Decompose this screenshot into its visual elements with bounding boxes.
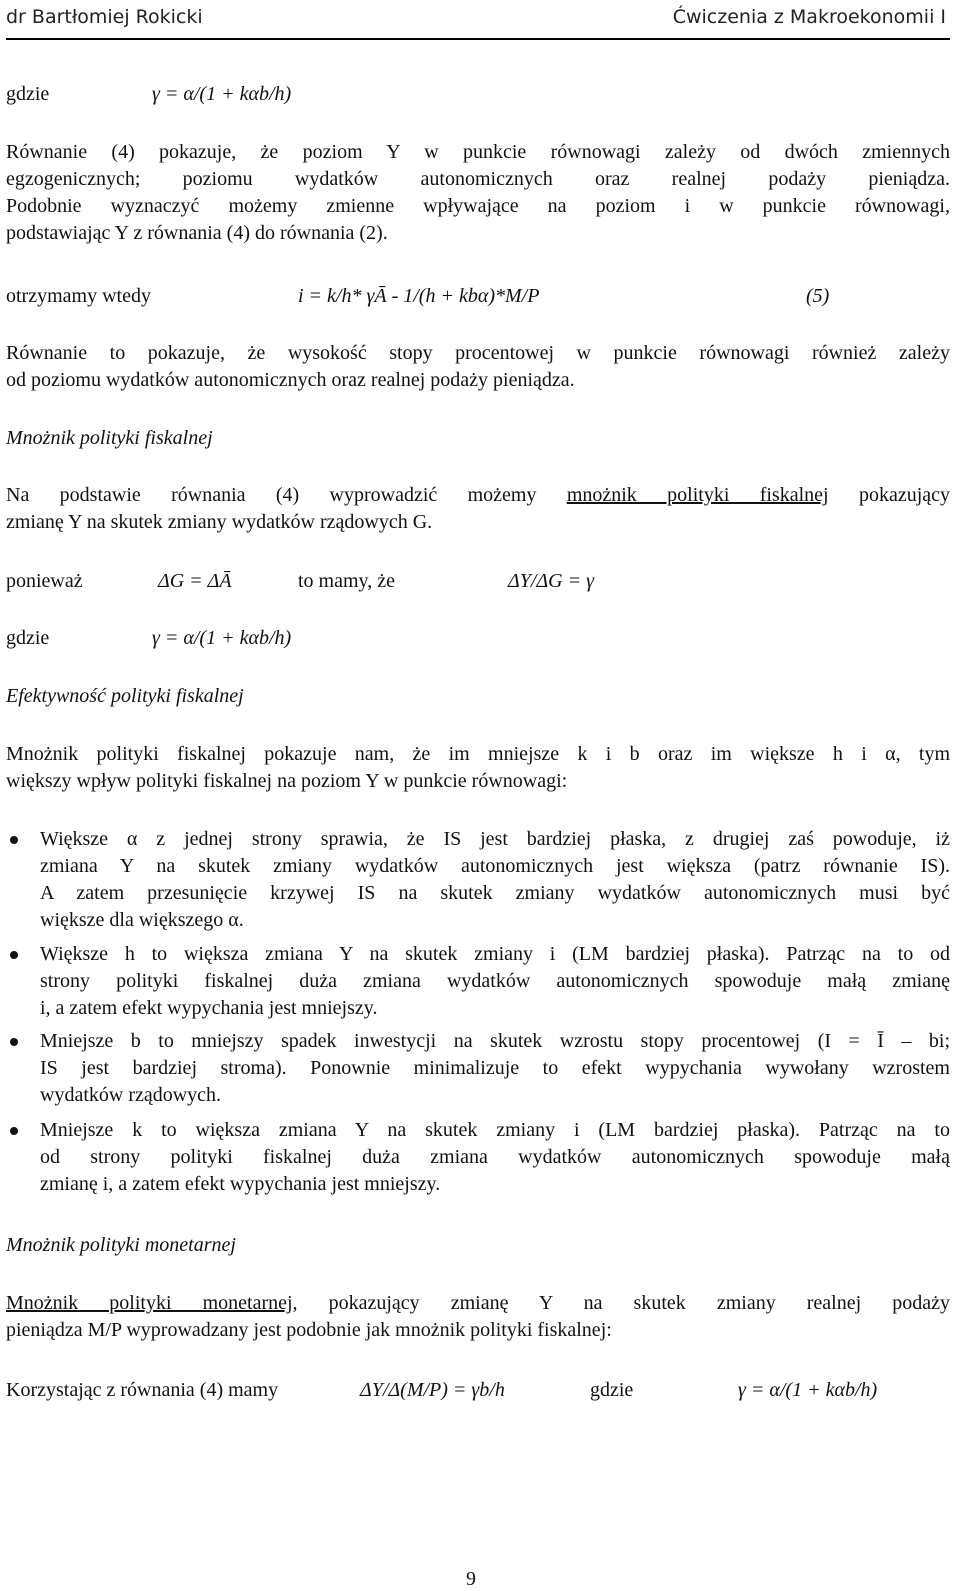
page-header <box>6 4 950 40</box>
text-line: większy wpływ polityki fiskalnej na poziom Y w punkcie równowagi: <box>6 770 568 792</box>
text-line: Większe h to większa zmiana Y na skutek zmiany i (LM bardziej płaska). Patrząc na to od <box>40 943 950 965</box>
text-line: Większe α z jednej strony sprawia, że IS jest bardziej płaska, z drugiej zaś powoduje, iż <box>40 828 950 850</box>
equation-5: i = k/h* γĀ - 1/(h + kbα)*M/P <box>298 285 540 307</box>
text-line: Mniejsze k to większa zmiana Y na skutek zmiany i (LM bardziej płaska). Patrząc na to <box>40 1119 950 1141</box>
equation-label: ponieważ <box>6 570 83 592</box>
text-line: wydatków rządowych. <box>40 1084 222 1106</box>
paragraph-effectiveness <box>6 741 950 795</box>
equation-monetary: ΔY/Δ(M/P) = γb/h <box>360 1379 505 1401</box>
equation-delta-g: ΔG = ΔĀ <box>158 570 232 592</box>
paragraph-equation-4 <box>6 139 950 247</box>
equation-connector: gdzie <box>590 1379 634 1401</box>
text-line: zmianę Y na skutek zmiany wydatków rządowych G. <box>6 511 433 533</box>
bullet-icon <box>10 1127 18 1135</box>
header-course-title: Ćwiczenia z Makroekonomii I <box>672 6 946 28</box>
bullet-icon <box>10 951 18 959</box>
section-heading-fiscal-effectiveness: Efektywność polityki fiskalnej <box>6 685 244 707</box>
page-number: 9 <box>466 1568 476 1590</box>
equation-label: Korzystając z równania (4) mamy <box>6 1379 279 1401</box>
equation-label: gdzie <box>6 83 50 105</box>
text-line: zmiana Y na skutek zmiany wydatków autonomicznych jest większa (patrz równanie IS). <box>40 855 950 877</box>
equation-connector: to mamy, że <box>298 570 396 592</box>
text-run: Na podstawie równania (4) wyprowadzić możemy <box>6 484 537 506</box>
equation-delta-y: ΔY/ΔG = γ <box>508 570 594 592</box>
section-heading-monetary-multiplier: Mnożnik polityki monetarnej <box>6 1234 236 1256</box>
text-line: pieniądza M/P wyprowadzany jest podobnie jak mnożnik polityki fiskalnej: <box>6 1319 612 1341</box>
text-line: od strony polityki fiskalnej duża zmiana wydatków autonomicznych spowoduje małą <box>40 1146 950 1168</box>
text-run: , pokazujący zmianę Y na skutek zmiany realnej podaży <box>292 1292 950 1314</box>
text-line: Mnożnik polityki fiskalnej pokazuje nam, że im mniejsze k i b oraz im większe h i α, tym <box>6 743 950 765</box>
equation-label: gdzie <box>6 627 50 649</box>
equation-gamma: γ = α/(1 + kαb/h) <box>152 627 292 649</box>
header-author: dr Bartłomiej Rokicki <box>6 6 203 28</box>
paragraph-monetary-multiplier <box>6 1290 950 1344</box>
text-line: Mniejsze b to mniejszy spadek inwestycji na skutek wzrostu stopy procentowej (I = Ī – bi; <box>40 1030 950 1052</box>
equation-label: otrzymamy wtedy <box>6 285 151 307</box>
equation-gamma: γ = α/(1 + kαb/h) <box>152 83 292 105</box>
text-line: Podobnie wyznaczyć możemy zmienne wpływające na poziom i w punkcie równowagi, <box>6 195 950 217</box>
paragraph-fiscal-multiplier <box>6 482 950 536</box>
underlined-term: Mnożnik polityki monetarnej <box>6 1292 293 1314</box>
text-line: zmianę i, a zatem efekt wypychania jest mniejszy. <box>40 1173 441 1195</box>
text-run <box>6 1292 950 1314</box>
text-line: większe dla większego α. <box>40 909 244 931</box>
text-line: A zatem przesunięcie krzywej IS na skutek zmiany wydatków autonomicznych musi być <box>40 882 950 904</box>
text-line: egzogenicznych; poziomu wydatków autonomicznych oraz realnej podaży pieniądza. <box>6 168 950 190</box>
section-heading-fiscal-multiplier: Mnożnik polityki fiskalnej <box>6 427 213 449</box>
text-line: od poziomu wydatków autonomicznych oraz realnej podaży pieniądza. <box>6 369 575 391</box>
bullet-icon <box>10 836 18 844</box>
text-line <box>6 1290 950 1317</box>
text-line: Równanie (4) pokazuje, że poziom Y w punkcie równowagi zależy od dwóch zmiennych <box>6 141 950 163</box>
underlined-term: mnożnik polityki fiskalnej <box>566 484 829 506</box>
text-run: pokazujący <box>858 484 951 506</box>
text-line: i, a zatem efekt wypychania jest mniejszy. <box>40 997 378 1019</box>
equation-gamma: γ = α/(1 + kαb/h) <box>738 1379 878 1401</box>
text-line: strony polityki fiskalnej duża zmiana wydatków autonomicznych spowoduje małą zmianę <box>40 970 950 992</box>
equation-number: (5) <box>806 285 830 307</box>
text-line: Równanie to pokazuje, że wysokość stopy procentowej w punkcie równowagi również zależy <box>6 342 950 364</box>
text-line: podstawiając Y z równania (4) do równania (2). <box>6 222 388 244</box>
text-line <box>6 482 950 509</box>
bullet-icon <box>10 1038 18 1046</box>
paragraph-interest-rate <box>6 340 950 394</box>
text-line: IS jest bardziej stroma). Ponownie minimalizuje to efekt wypychania wywołany wzrostem <box>40 1057 950 1079</box>
